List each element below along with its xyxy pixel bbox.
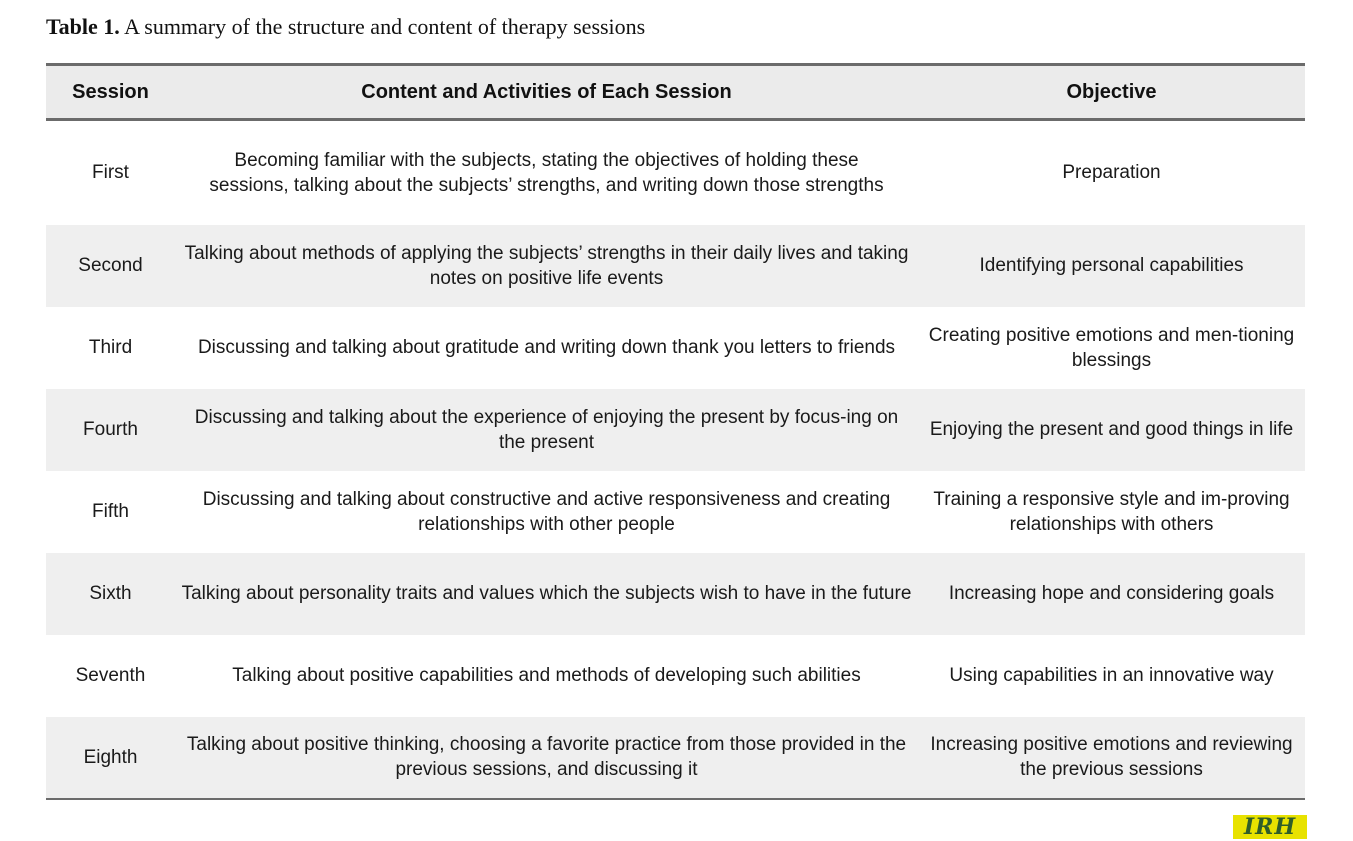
table-row [46, 553, 1305, 635]
cell-content: Discussing and talking about gratitude and writing down thank you letters to friends [197, 337, 896, 358]
cell-content: Discussing and talking about constructive and active responsiveness and creating relationships with other people [202, 488, 891, 535]
table-row [46, 225, 1305, 307]
table-caption-label: Table 1. [46, 14, 120, 39]
journal-logo [1233, 815, 1307, 839]
cell-objective: Increasing hope and considering goals [918, 553, 1305, 635]
cell-content: Becoming familiar with the subjects, stating the objectives of holding these sessions, talking about the subjects’ strengths, and writing down those strengths [209, 149, 884, 196]
cell-session: Seventh [75, 665, 146, 686]
cell-session: Sixth [46, 553, 175, 635]
table-row [46, 717, 1305, 799]
cell-content: Talking about positive thinking, choosing a favorite practice from those provided in the previous sessions, and discussing it [175, 717, 918, 799]
cell-objective: Training a responsive style and im-proving relationships with others [933, 488, 1290, 535]
table-caption [46, 14, 645, 40]
cell-objective: Creating positive emotions and men-tioning blessings [928, 324, 1295, 371]
table-row [46, 120, 1305, 225]
cell-session: Fifth [92, 501, 129, 522]
cell-session: Eighth [46, 717, 175, 799]
cell-session: First [92, 162, 129, 184]
cell-content: Talking about methods of applying the subjects’ strengths in their daily lives and taking notes on positive life events [175, 225, 918, 307]
cell-content: Talking about personality traits and values which the subjects wish to have in the future [175, 553, 918, 635]
cell-objective: Increasing positive emotions and reviewing the previous sessions [918, 717, 1305, 799]
cell-objective: Enjoying the present and good things in life [918, 389, 1305, 471]
journal-logo-text: IRH [1243, 815, 1297, 839]
table-caption-text: A summary of the structure and content of therapy sessions [124, 14, 646, 39]
table-row [46, 635, 1305, 717]
cell-session: Second [46, 225, 175, 307]
sessions-table [46, 63, 1305, 800]
cell-content: Discussing and talking about the experience of enjoying the present by focus-ing on the present [175, 389, 918, 471]
cell-content: Talking about positive capabilities and methods of developing such abilities [232, 665, 861, 686]
table-row [46, 389, 1305, 471]
header-session: Session [46, 65, 175, 120]
table-row [46, 307, 1305, 389]
header-objective: Objective [918, 65, 1305, 120]
header-content: Content and Activities of Each Session [175, 65, 918, 120]
cell-session: Fourth [46, 389, 175, 471]
cell-objective: Preparation [1062, 162, 1161, 184]
cell-objective: Using capabilities in an innovative way [949, 665, 1274, 686]
table-header-row [46, 65, 1305, 120]
cell-session: Third [88, 337, 133, 358]
table-row [46, 471, 1305, 553]
cell-objective: Identifying personal capabilities [918, 225, 1305, 307]
